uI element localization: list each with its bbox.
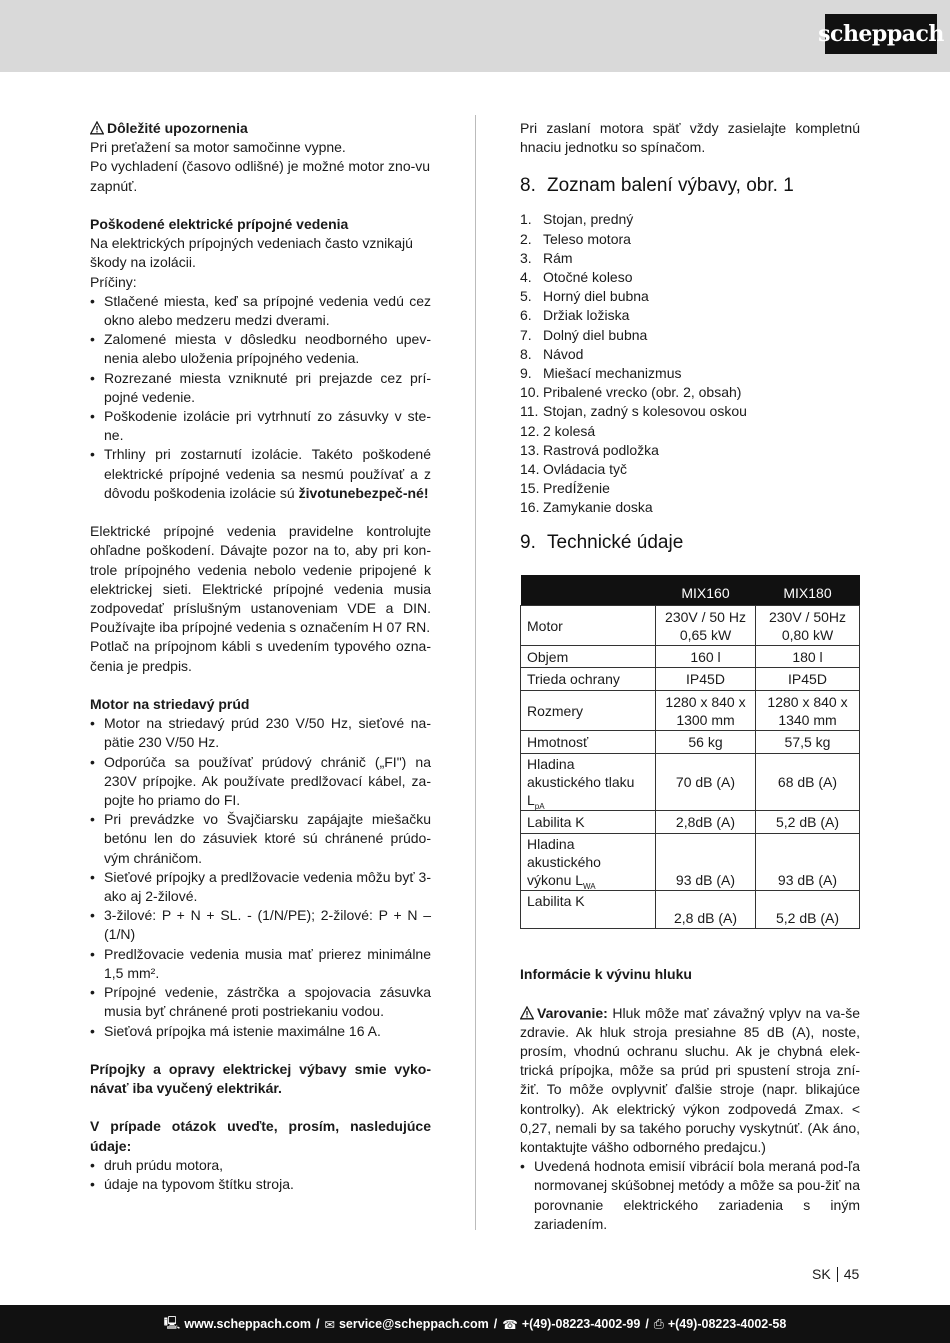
- list-item: 7. Dolný diel bubna: [520, 326, 648, 343]
- warning-triangle-icon: [520, 1006, 534, 1020]
- noise-warning-paragraph: Varovanie: Hluk môže mať závažný vplyv na va-še zdravie. Ak hluk stroja presiahne 85 dB (A), noste, prosím, vhodnú ochranu sluchu. Ak je chybná elek-trická prípojka, môže sa prúd pri spustení stroja zní-žiť. To môže ovplyvniť ďalšie stroje (napr. blikajúce kontrolky). Ak elektrický výkon zodpovedá Zmax. < 0,27, nemali by sa takého poruchy vyskytnúť. (Ak áno, kontaktujte vášho odborného predajcu.): [520, 1004, 860, 1155]
- list-item: 6. Držiak ložiska: [520, 307, 630, 324]
- list-item: 12. 2 kolesá: [520, 422, 596, 439]
- return-motor-paragraph: Pri zaslaní motora späť vždy zasielajte kompletnú hnaciu jednotku so spínačom.: [520, 120, 860, 156]
- footer-email[interactable]: service@scheppach.com: [338, 1317, 489, 1331]
- warning-heading: [90, 119, 431, 138]
- list-item: 2. Teleso motora: [520, 230, 631, 247]
- list-item: 1. Stojan, predný: [520, 211, 634, 228]
- list-item: 9. Miešací mechanizmus: [520, 365, 682, 382]
- label-paragraph: Potlač na prípojnom kábli s uvedením typového ozna-čenia je predpis.: [90, 638, 431, 674]
- table-row: Hmotnosť 56 kg 57,5 kg: [521, 731, 860, 754]
- list-item: 16. Zamykanie doska: [520, 499, 653, 516]
- table-row: Labilita K 2,8 dB (A) 5,2 dB (A): [521, 891, 860, 929]
- section-8-title: 8. Zoznam balení výbavy, obr. 1: [520, 175, 794, 197]
- damaged-cables-heading: Poškodené elektrické prípojné vedenia: [90, 216, 349, 232]
- table-row: Rozmery 1280 x 840 x 1300 mm 1280 x 840 x 1340 mm: [521, 691, 860, 731]
- list-item: 3. Rám: [520, 249, 573, 266]
- warning-triangle-icon: [90, 121, 104, 135]
- list-item: • Sieťové prípojky a predlžovacie vedenia môžu byť 3- ako aj 2-žilové.: [90, 868, 431, 906]
- scheppach-logo: scheppach: [825, 14, 937, 54]
- list-item: 13. Rastrová podložka: [520, 441, 659, 458]
- right-column: [520, 119, 860, 1234]
- list-item: • Uvedená hodnota emisií vibrácií bola meraná pod-ľa normovanej skúšobnej metódy a môže sa pou-žiť na porovnanie elektrického zariadenia s iným zariadením.: [520, 1157, 860, 1234]
- page-number-value: 45: [843, 1266, 860, 1282]
- warning-line-1: Pri preťažení sa motor samočinne vypne.: [90, 139, 346, 156]
- list-item: • druh prúdu motora,: [90, 1156, 431, 1175]
- list-item: 15. PredÍženie: [520, 480, 610, 497]
- damaged-cables-intro: Na elektrických prípojných vedeniach často vznikajú škody na izolácii.: [90, 235, 413, 271]
- warning-line-2: Po vychladení (časovo odlišné) je možné motor zno-vu zapnúť.: [90, 158, 431, 194]
- inspection-paragraph: Elektrické prípojné vedenia pravidelne kontrolujte ohľadne poškodení. Dávajte pozor na to, aby pri kon-trole prípojného vedenia nebolo vedenie pripojené k elektrickej sieti. Elektrické prípojné vedenia musia zodpovedať príslušným ustanoveniam VDE a DIN. Používajte iba prípojné vedenia s označením H 07 RN.: [90, 523, 431, 636]
- list-item: • Sieťová prípojka má istenie maximálne 16 A.: [90, 1022, 431, 1041]
- technical-data-table: [520, 575, 860, 930]
- list-item: • Motor na striedavý prúd 230 V/50 Hz, sieťové na-pätie 230 V/50 Hz.: [90, 714, 431, 752]
- ac-motor-heading: Motor na striedavý prúd: [90, 696, 250, 713]
- list-item: 4. Otočné koleso: [520, 269, 633, 286]
- questions-list: [90, 1156, 431, 1194]
- vibration-list: [520, 1157, 860, 1234]
- section-9-title: 9. Technické údaje: [520, 531, 684, 553]
- list-item: • Zalomené miesta v dôsledku neodborného upev-nenia alebo uloženia prípojného vedenia.: [90, 330, 431, 368]
- list-item: 8. Návod: [520, 345, 584, 362]
- footer-phone: +(49)-08223-4002-99: [521, 1317, 641, 1331]
- table-row: Hladina akustického výkonu $L_{WA}$ 93 dB (A) 93 dB (A): [521, 834, 860, 891]
- list-item: • Stlačené miesta, keď sa prípojné vedenia vedú cez okno alebo medzeru medzi dverami.: [90, 292, 431, 330]
- list-item: 5. Horný diel bubna: [520, 288, 649, 305]
- causes-label: Príčiny:: [90, 273, 137, 290]
- list-item: • Prípojné vedenie, zástrčka a spojovacia zásuvka musia byť chránené proti postriekaniu vodou.: [90, 983, 431, 1021]
- table-header-row: MIX160 MIX180: [521, 575, 860, 606]
- list-item: • Predlžovacie vedenia musia mať prierez minimálne 1,5 mm².: [90, 945, 431, 983]
- fax-icon: ⎙: [653, 1316, 664, 1331]
- footer-website[interactable]: www.scheppach.com: [184, 1317, 312, 1331]
- list-item: 10. Pribalené vrecko (obr. 2, obsah): [520, 384, 742, 401]
- warning-label: Varovanie:: [537, 1004, 608, 1021]
- danger-emphasis: životunebezpeč-né!: [298, 484, 429, 501]
- language-code: SK: [812, 1266, 831, 1282]
- noise-info-heading: Informácie k vývinu hluku: [520, 966, 692, 983]
- list-item: • Pri prevádzke vo Švajčiarsku zapájajte miešačku betónu len do zásuviek ktoré sú chránené prúdo-vým chráničom.: [90, 810, 431, 868]
- table-row: Labilita K 2,8dB (A) 5,2 dB (A): [521, 811, 860, 834]
- questions-heading: V prípade otázok uveďte, prosím, nasledujúce údaje:: [90, 1118, 431, 1154]
- phone-icon: ☎︎: [502, 1317, 518, 1332]
- list-item: • údaje na typovom štítku stroja.: [90, 1175, 431, 1194]
- table-row: Motor 230V / 50 Hz 0,65 kW 230V / 50Hz 0,80 kW: [521, 606, 860, 646]
- table-row: Trieda ochrany IP45D IP45D: [521, 668, 860, 691]
- ac-motor-list: [90, 714, 431, 1040]
- list-item: • Trhliny pri zostarnutí izolácie. Takéto poškodené elektrické prípojné vedenia sa nesmú používať a z dôvodu poškodenia izolácie sú životunebezpeč-né!: [90, 445, 431, 503]
- table-row: Hladina akustického tlaku $L_{pA}$ 70 dB (A) 68 dB (A): [521, 754, 860, 811]
- column-divider: [475, 115, 476, 1230]
- email-icon: ✉︎: [324, 1317, 335, 1332]
- causes-list: [90, 292, 431, 503]
- page-number: [812, 1266, 859, 1282]
- left-column: [90, 119, 431, 1194]
- table-row: Objem 160 l 180 l: [521, 646, 860, 668]
- computer-icon: 🖳︎: [163, 1315, 181, 1330]
- list-item: • Poškodenie izolácie pri vytrhnutí zo zásuvky v ste-ne.: [90, 407, 431, 445]
- list-item: 11. Stojan, zadný s kolesovou oskou: [520, 403, 747, 420]
- footer-fax: +(49)-08223-4002-58: [667, 1317, 787, 1331]
- electrician-notice: Prípojky a opravy elektrickej výbavy smie vyko-návať iba vyučený elektrikár.: [90, 1060, 431, 1097]
- warning-heading-text: Dôležité upozornenia: [107, 120, 248, 136]
- footer-bar: 🖳︎ www.scheppach.com / ✉︎ service@scheppach.com / ☎︎ +(49)-08223-4002-99 / ⎙ +(49)-08223-4002-58: [0, 1305, 950, 1343]
- parts-list: [520, 210, 860, 517]
- list-item: • Odporúča sa používať prúdový chránič („FI") na 230V prípojke. Ak používate predlžovací kábel, za-pojte ho priamo do FI.: [90, 753, 431, 811]
- list-item: 14. Ovládacia tyč: [520, 461, 628, 478]
- list-item: • Rozrezané miesta vzniknuté pri prejazde cez prí-pojné vedenie.: [90, 369, 431, 407]
- header-bar: [0, 0, 950, 72]
- list-item: • 3-žilové: P + N + SL. - (1/N/PE); 2-žilové: P + N – (1/N): [90, 906, 431, 944]
